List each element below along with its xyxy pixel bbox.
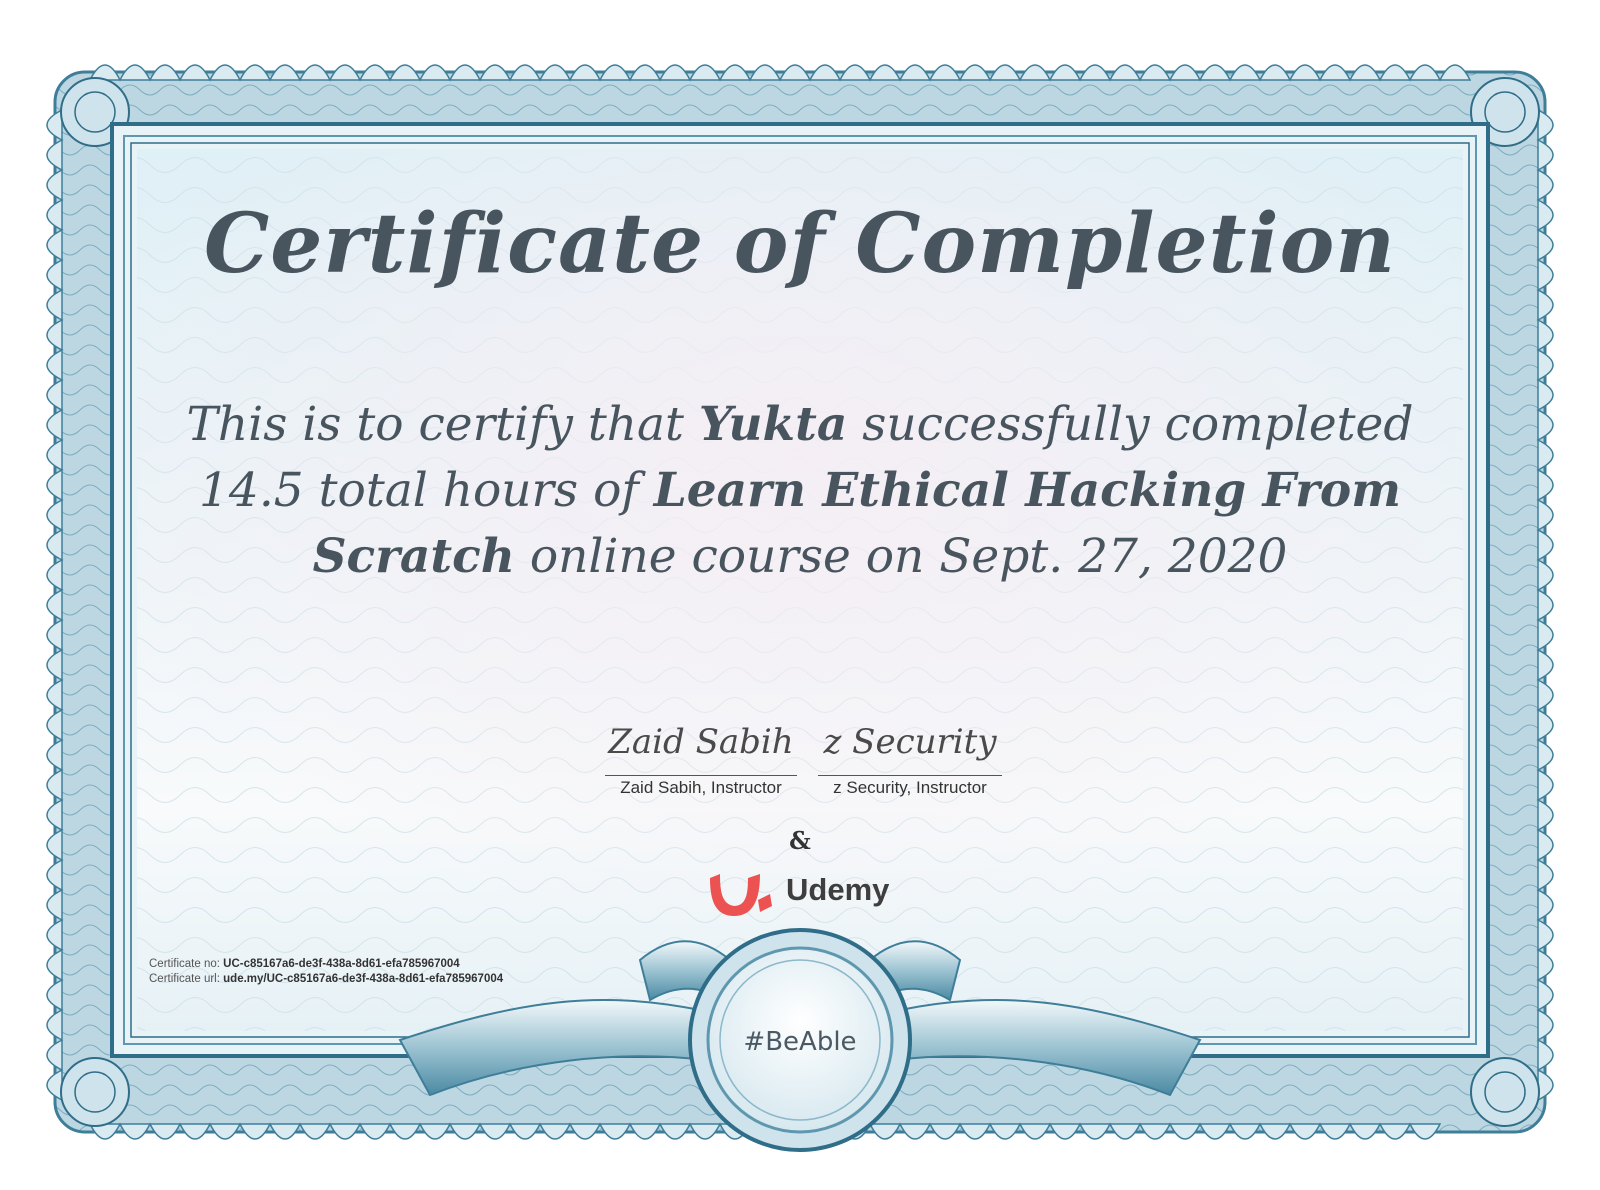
signature-line: [605, 775, 797, 776]
certificate-number-label: Certificate no:: [149, 958, 220, 970]
ampersand: &: [789, 826, 811, 855]
udemy-wordmark: Udemy: [786, 872, 890, 907]
certificate-url-row: [149, 972, 503, 987]
total-hours-text: total hours of: [318, 463, 639, 518]
signer-label: z Security, Instructor: [833, 778, 987, 797]
seal-text: #BeAble: [743, 1027, 857, 1057]
certificate-number-row: [149, 957, 503, 972]
signature-zaid-sabih: Zaid Sabih: [608, 722, 794, 762]
signature-z-security: z Security: [823, 722, 997, 762]
certificate-info: [149, 957, 503, 987]
certificate-url[interactable]: ude.my/UC-c85167a6-de3f-438a-8d61-efa785967004: [223, 973, 504, 985]
completion-date: Sept. 27, 2020: [939, 529, 1288, 584]
certificate-title: Certificate of Completion: [204, 196, 1396, 292]
signature-line: [818, 775, 1002, 776]
certificate-number: UC-c85167a6-de3f-438a-8d61-efa785967004: [223, 958, 460, 970]
udemy-u-icon: [702, 864, 778, 920]
hours-value: 14.5: [199, 463, 304, 518]
online-course-text: online course on: [529, 529, 925, 584]
signature-block-z-security: [818, 722, 1002, 797]
signature-block-zaid-sabih: [605, 722, 797, 797]
recipient-name: Yukta: [698, 397, 848, 452]
certification-statement: [175, 392, 1425, 590]
course-name: Learn Ethical Hacking From Scratch: [312, 463, 1401, 584]
successfully-text: successfully completed: [862, 397, 1414, 452]
signer-label: Zaid Sabih, Instructor: [620, 778, 782, 797]
intro-text: This is to certify that: [186, 397, 684, 452]
certificate-url-label: Certificate url:: [149, 973, 220, 985]
udemy-logo: [702, 864, 902, 920]
